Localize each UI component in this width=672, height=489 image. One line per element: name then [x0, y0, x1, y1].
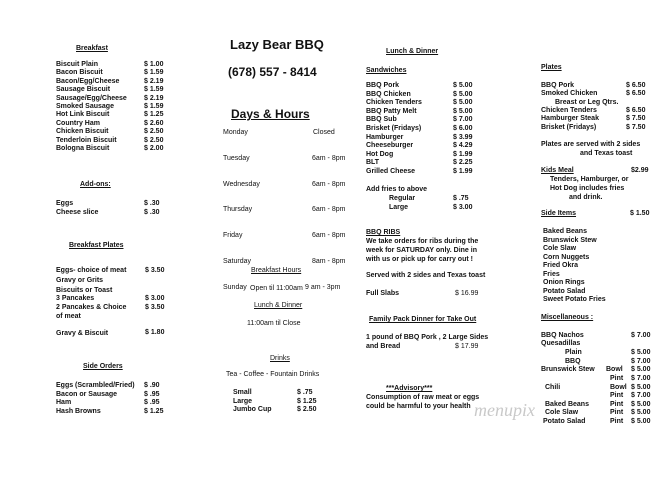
plate-pancakes-choice: 2 Pancakes & Choice [56, 304, 127, 311]
ribs-title: BBQ RIBS [366, 229, 401, 236]
side-items-title: Side Items [541, 210, 577, 217]
breakfast-plates-title: Breakfast Plates [69, 242, 124, 249]
breakfast-item-price: $ 2.00 [144, 145, 164, 152]
side-item: Fries [543, 270, 560, 278]
breakfast-item-price: $ 1.00 [144, 61, 164, 68]
breakfast-open: Open til 11:00am [250, 285, 303, 292]
full-slabs: Full Slabs [366, 290, 400, 297]
breakfast-item-name: Hot Link Biscuit [56, 111, 110, 119]
side-item: Fried Okra [543, 262, 579, 269]
hours-time: 6am - 8pm [312, 206, 346, 214]
drinks-title: Drinks [270, 355, 290, 362]
breakfast-item-name: Tenderloin Biscuit [56, 136, 117, 144]
breakfast-item-price: $ 2.60 [144, 119, 164, 127]
misc-nachos: BBQ Nachos [541, 332, 584, 339]
breakfast-item-price: $ 1.59 [144, 69, 164, 77]
plate-biscuits-toast: Biscuits or Toast [56, 287, 113, 294]
kids-meal-line-2: Hot Dog includes fries [550, 185, 625, 192]
plates-served-1: Plates are served with 2 sides [541, 141, 641, 148]
plate-brisket-price: $ 7.50 [626, 124, 646, 131]
ribs-desc-2: week for SATURDAY only. Dine in [366, 247, 477, 254]
family-pack-line-2: and Bread [366, 343, 401, 350]
plate-bbq-pork-price: $ 6.50 [626, 82, 646, 89]
days-hours-title: Days & Hours [231, 107, 310, 121]
breakfast-item-price: $ 2.19 [144, 94, 164, 102]
breakfast-item-name: Country Ham [56, 119, 100, 127]
hours-day: Thursday [223, 206, 253, 214]
plates-title: Plates [541, 64, 562, 71]
breakfast-item-name: Bologna Biscuit [56, 145, 110, 152]
addon-item-name: Cheese slice [56, 208, 99, 216]
misc-chili-bowl-price: $ 5.00 [631, 384, 651, 391]
plate-breast-leg: Breast or Leg Qtrs. [555, 99, 619, 106]
advisory-line-1: Consumption of raw meat or eggs [366, 394, 480, 401]
breakfast-item-name: Biscuit Plain [56, 61, 99, 68]
plate-smoked-chicken-price: $ 6.50 [626, 90, 646, 97]
misc-beans: Baked Beans [545, 401, 589, 408]
misc-bbq-price: $ 7.00 [631, 358, 651, 365]
phone-number: (678) 557 - 8414 [228, 65, 317, 79]
misc-chili: Chili [545, 384, 561, 391]
sandwich-item-price: $ 1.99 [453, 168, 473, 175]
plate-chicken-tenders: Chicken Tenders [541, 107, 597, 114]
side-order-item-name: Eggs (Scrambled/Fried) [56, 382, 135, 389]
misc-slaw-pint-price: $ 5.00 [631, 409, 651, 416]
sandwich-item-name: Hamburger [366, 133, 404, 141]
sandwich-item-name: BBQ Pork [366, 82, 400, 89]
misc-stew-bowl-price: $ 5.00 [631, 366, 651, 373]
side-order-item-name: Ham [56, 399, 72, 406]
advisory-title: ***Advisory*** [386, 385, 433, 392]
breakfast-item-name: Smoked Sausage [56, 103, 114, 110]
side-order-item-name: Hash Browns [56, 407, 101, 415]
kids-meal-title: Kids Meal [541, 167, 574, 174]
side-orders-title: Side Orders [83, 363, 123, 370]
breakfast-item-price: $ 2.50 [144, 128, 164, 136]
plate-eggs-price: $ 3.50 [145, 267, 165, 274]
side-order-item [56, 407, 164, 417]
plate-brisket: Brisket (Fridays) [541, 124, 597, 131]
fries-large: Large [389, 204, 409, 211]
kids-meal-price: $2.99 [631, 167, 649, 174]
sandwich-item [366, 167, 473, 177]
sandwich-item-price: $ 5.00 [453, 107, 473, 115]
sandwich-item-name: Hot Dog [366, 150, 394, 158]
hours-time: Closed [313, 129, 335, 136]
misc-potato: Potato Salad [543, 418, 586, 425]
lunch-hours: 11:00am til Close [247, 320, 301, 327]
plate-gravy-biscuit: Gravy & Biscuit [56, 330, 109, 337]
sandwich-item-name: BBQ Chicken [366, 90, 411, 98]
misc-beans-pint-price: $ 5.00 [631, 401, 651, 408]
plate-pancakes-price: $ 3.00 [145, 295, 165, 302]
breakfast-item-name: Sausage Biscuit [56, 86, 111, 94]
breakfast-item-price: $ 2.50 [144, 136, 164, 144]
fries-title: Add fries to above [366, 186, 428, 193]
lunch-hours-title: Lunch & Dinner [254, 302, 303, 309]
drink-item-price: $ 2.50 [297, 406, 317, 414]
hours-day: Wednesday [223, 180, 260, 188]
plate-of-meat: of meat [56, 313, 81, 320]
drink-item-name: Jumbo Cup [233, 406, 272, 414]
kids-meal-line-1: Tenders, Hamburger, or [550, 176, 629, 183]
addon-item-price: $ .30 [144, 200, 160, 207]
sandwich-item-name: BLT [366, 159, 380, 167]
ribs-served: Served with 2 sides and Texas toast [366, 272, 486, 279]
plates-served-2: and Texas toast [580, 150, 633, 157]
side-item: Brunswick Stew [543, 236, 597, 244]
breakfast-hours-title: Breakfast Hours [251, 267, 302, 274]
drink-item-name: Large [233, 397, 253, 405]
hours-time: 6am - 8pm [312, 180, 346, 188]
misc-chili-bowl-label: Bowl [610, 384, 627, 391]
watermark-logo: menupix [474, 400, 535, 420]
sandwich-item-name: BBQ Patty Melt [366, 107, 417, 115]
side-order-item-price: $ 1.25 [144, 407, 164, 415]
hours-day: Friday [223, 232, 243, 240]
hours-time: 6am - 8pm [312, 232, 346, 240]
breakfast-item-price: $ 1.25 [144, 111, 164, 119]
breakfast-item-name: Sausage/Egg/Cheese [56, 94, 127, 102]
side-order-item-price: $ .90 [144, 382, 160, 389]
sandwich-item-price: $ 7.00 [453, 116, 473, 124]
side-order-item-price: $ .95 [144, 399, 160, 406]
plate-smoked-chicken: Smoked Chicken [541, 90, 598, 97]
misc-beans-pint-label: Pint [610, 401, 624, 408]
misc-stew-bowl-label: Bowl [606, 366, 623, 373]
hours-day: Monday [223, 129, 248, 136]
side-item: Potato Salad [543, 287, 586, 295]
breakfast-item-name: Bacon Biscuit [56, 69, 103, 77]
breakfast-item-price: $ 2.19 [144, 77, 164, 85]
family-pack-line-1: 1 pound of BBQ Pork , 2 Large Sides [366, 334, 489, 341]
sandwich-item-price: $ 3.99 [453, 133, 473, 141]
side-item: Corn Nuggets [543, 253, 590, 261]
misc-potato-pint-price: $ 5.00 [631, 418, 651, 425]
fries-large-price: $ 3.00 [453, 204, 473, 211]
advisory-line-2: could be harmful to your health [366, 403, 471, 410]
plate-bbq-pork: BBQ Pork [541, 82, 575, 89]
drink-item-name: Small [233, 389, 252, 396]
misc-chili-pint-price: $ 7.00 [631, 392, 651, 399]
ribs-desc-1: We take orders for ribs during the [366, 238, 479, 245]
plate-hamburger-steak: Hamburger Steak [541, 115, 599, 122]
sandwich-item-name: Brisket (Fridays) [366, 125, 422, 132]
ribs-desc-3: with us or pick up for carry out ! [366, 256, 473, 263]
misc-quesadillas: Quesadillas [541, 340, 581, 347]
plate-eggs: Eggs- choice of meat [56, 267, 127, 274]
side-item: Cole Slaw [543, 245, 577, 252]
misc-stew: Brunswick Stew [541, 366, 595, 373]
sandwich-item-price: $ 2.25 [453, 159, 473, 167]
side-item: Baked Beans [543, 228, 587, 235]
sandwich-item-price: $ 4.29 [453, 142, 473, 150]
sandwich-item-price: $ 5.00 [453, 90, 473, 98]
breakfast-item-name: Chicken Biscuit [56, 128, 109, 136]
sandwich-item-price: $ 6.00 [453, 125, 473, 132]
hours-day: Saturday [223, 258, 252, 265]
plate-chicken-tenders-price: $ 6.50 [626, 107, 646, 114]
sandwich-item-price: $ 5.00 [453, 82, 473, 89]
restaurant-name: Lazy Bear BBQ [230, 37, 324, 52]
misc-stew-pint-price: $ 7.00 [631, 375, 651, 382]
addon-item-name: Eggs [56, 200, 74, 207]
sandwich-item-name: Grilled Cheese [366, 168, 416, 175]
side-item: Onion Rings [543, 279, 585, 286]
fries-regular-price: $ .75 [453, 195, 469, 202]
misc-title: Miscellaneous : [541, 314, 594, 321]
addon-item-price: $ .30 [144, 208, 160, 216]
misc-potato-pint-label: Pint [610, 418, 624, 425]
misc-slaw: Cole Slaw [545, 409, 579, 416]
hours-time: 9 am - 3pm [305, 283, 341, 291]
plate-hamburger-steak-price: $ 7.50 [626, 115, 646, 122]
family-pack-price: $ 17.99 [455, 343, 479, 350]
fries-regular: Regular [389, 195, 416, 202]
sandwich-item-name: Chicken Tenders [366, 99, 422, 107]
sandwiches-title: Sandwiches [366, 67, 407, 74]
side-order-item-name: Bacon or Sausage [56, 390, 118, 398]
hours-time: 8am - 8pm [312, 258, 346, 265]
breakfast-item-name: Bacon/Egg/Cheese [56, 77, 120, 85]
family-pack-title: Family Pack Dinner for Take Out [369, 316, 477, 323]
misc-nachos-price: $ 7.00 [631, 332, 651, 339]
drink-item [233, 405, 317, 415]
side-order-item-price: $ .95 [144, 390, 160, 398]
full-slabs-price: $ 16.99 [455, 290, 479, 297]
misc-slaw-pint-label: Pint [610, 409, 624, 416]
side-item: Sweet Potato Fries [543, 296, 606, 303]
sandwich-item-price: $ 1.99 [453, 150, 473, 158]
plate-gravy-biscuit-price: $ 1.80 [145, 329, 165, 336]
kids-meal-line-3: and drink. [569, 194, 603, 201]
misc-stew-pint-label: Pint [610, 375, 624, 382]
drinks-subtitle: Tea - Coffee - Fountain Drinks [226, 371, 320, 378]
lunch-dinner-title: Lunch & Dinner [386, 48, 439, 55]
drink-item-price: $ 1.25 [297, 397, 317, 405]
breakfast-item [56, 144, 164, 154]
hours-day: Sunday [223, 283, 247, 291]
hours-time: 6am - 8pm [312, 154, 346, 162]
misc-plain-price: $ 5.00 [631, 349, 651, 356]
breakfast-item-price: $ 1.59 [144, 86, 164, 94]
breakfast-title: Breakfast [76, 45, 108, 52]
breakfast-item-price: $ 1.59 [144, 103, 164, 110]
plate-gravy-grits: Gravy or Grits [56, 277, 104, 284]
side-items-price: $ 1.50 [630, 210, 650, 217]
drink-item-price: $ .75 [297, 389, 313, 396]
sandwich-item-name: BBQ Sub [366, 116, 397, 124]
misc-bbq: BBQ [565, 358, 581, 365]
plate-pancakes-choice-price: $ 3.50 [145, 304, 165, 311]
plate-pancakes: 3 Pancakes [56, 295, 95, 302]
misc-plain: Plain [565, 349, 582, 356]
sandwich-item-price: $ 5.00 [453, 99, 473, 107]
sandwich-item-name: Cheeseburger [366, 142, 414, 150]
addon-item [56, 208, 160, 218]
hours-day: Tuesday [223, 154, 250, 162]
addons-title: Add-ons: [80, 181, 111, 188]
misc-chili-pint-label: Pint [610, 392, 624, 399]
